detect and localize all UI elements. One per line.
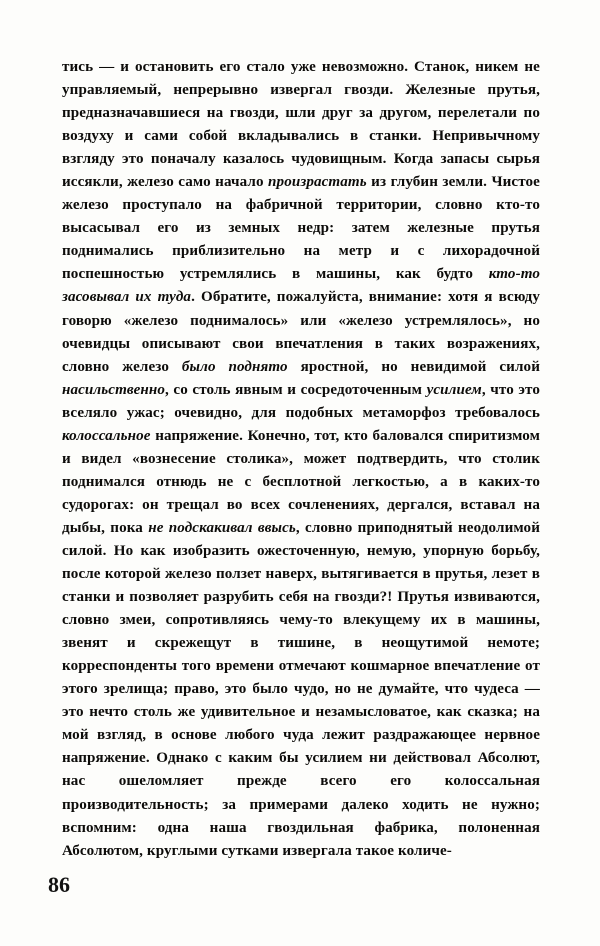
- body-text: [62, 56, 540, 863]
- body-paragraph: тись — и остановить его стало уже невозможно. Станок, никем не управляемый, непрерывно извергал гвозди. Железные прутья, предназначавшиеся на гвозди, шли друг за другом, перелетали по воздуху и сами собой вкладывались в станки. Непривычному взгляду это поначалу казалось чудовищным. Когда запасы сырья иссякли, железо само начало произрастать из глубин земли. Чистое железо проступало на фабричной территории, словно кто-то высасывал его из земных недр: затем железные прутья поднимались приблизительно на метр и с лихорадочной поспешностью устремлялись в машины, как будто кто-то засовывал их туда. Обратите, пожалуйста, внимание: хотя я всюду говорю «железо поднималось» или «железо устремлялось», но очевидцы описывают свои впечатления в таких возражениях, словно железо было поднято яростной, но невидимой силой насильственно, со столь явным и сосредоточенным усилием, что это вселяло ужас; очевидно, для подобных метаморфоз требовалось колоссальное напряжение. Конечно, тот, кто баловался спиритизмом и видел «вознесение столика», может подтвердить, что столик поднимался отнюдь не с бесплотной легкостью, а в каких-то судорогах: он трещал во всех сочленениях, дергался, вставал на дыбы, пока не подскакивал ввысь, словно приподнятый неодолимой силой. Но как изобразить ожесточенную, немую, упорную борьбу, после которой железо ползет наверх, вытягивается в прутья, лезет в станки и позволяет разрубить себя на гвозди?! Прутья извиваются, словно змеи, сопротивляясь чему-то влекущему их в машины, звенят и скрежещут в тишине, в неощутимой немоте; корреспонденты того времени отмечают кошмарное впечатление от этого зрелища; право, это было чудо, но не думайте, что чудеса — это нечто столь же удивительное и незамысловатое, как сказка; на мой взгляд, в основе любого чуда лежит раздражающее нервное напряжение. Однако с каким бы усилием ни действовал Абсолют, нас ошеломляет прежде всего его колоссальная производительность; за примерами далеко ходить не нужно; вспомним: одна наша гвоздильная фабрика, полоненная Абсолютом, круглыми сутками извергала такое количе-: [62, 59, 541, 859]
- page-number: 86: [48, 872, 70, 897]
